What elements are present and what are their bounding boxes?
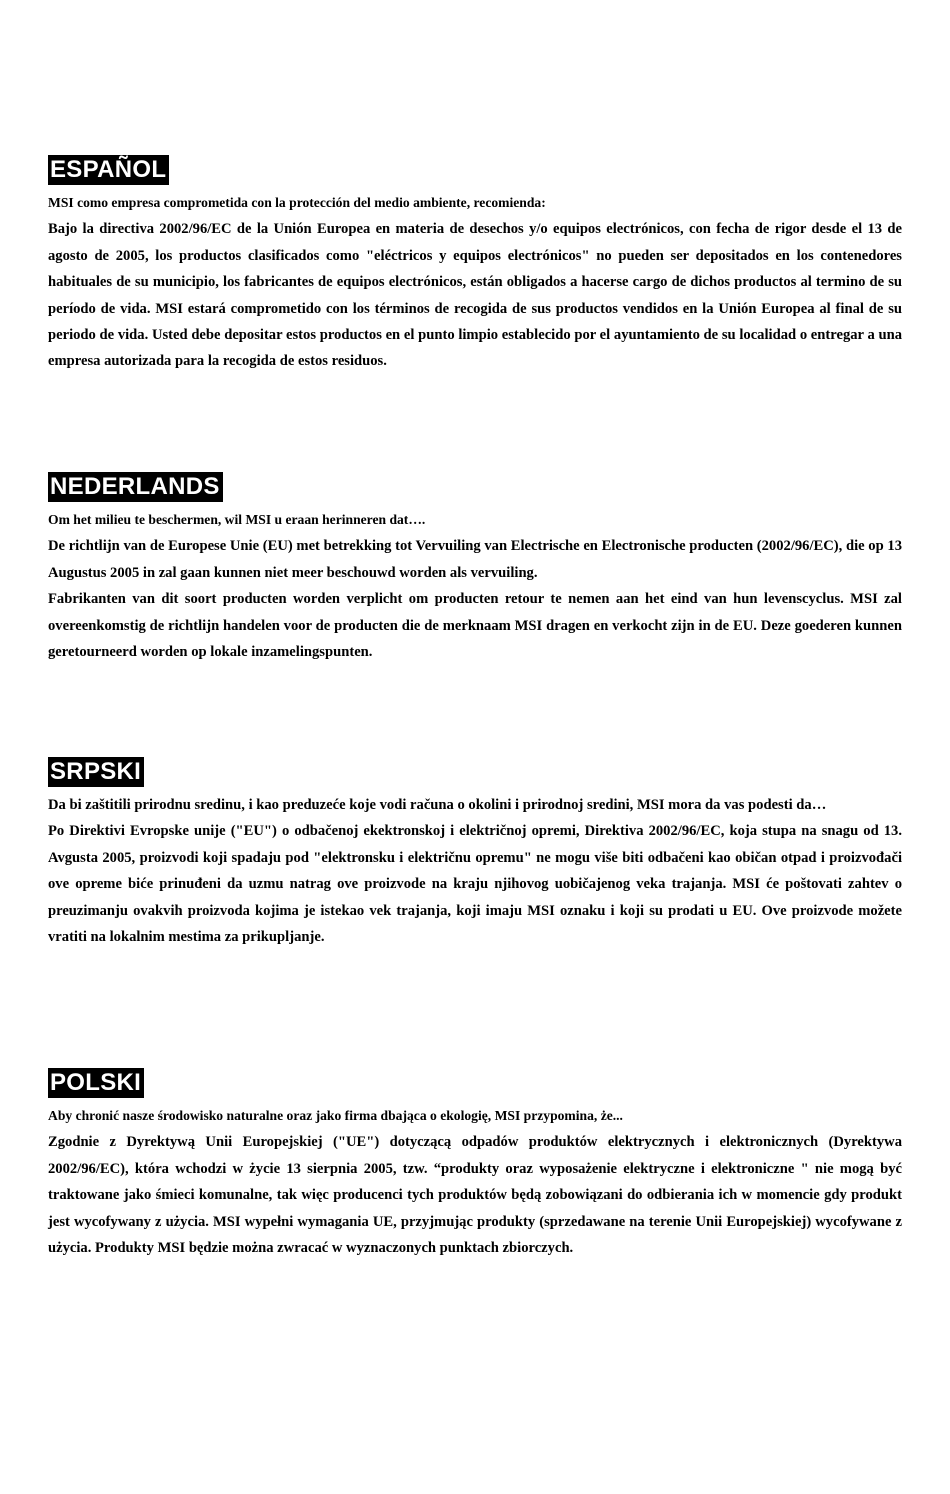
section-heading: SRPSKI — [48, 757, 144, 787]
intro-paragraph: Om het milieu te beschermen, wil MSI u eraan herinneren dat…. — [48, 512, 426, 527]
intro-paragraph: MSI como empresa comprometida con la protección del medio ambiente, recomienda: — [48, 195, 546, 210]
body-paragraph: Fabrikanten van dit soort producten worden verplicht om producten retour te nemen aan het eind van hun levenscyclus. MSI zal overeenkomstig de richtlijn handelen voor de producten die de merknaam MSI dragen en verkocht zijn in de EU. Deze goederen kunnen geretourneerd worden op lokale inzamelingspunten. — [48, 591, 902, 661]
section-heading: NEDERLANDS — [48, 472, 223, 502]
body-paragraph: Zgodnie z Dyrektywą Unii Europejskiej ("UE") dotyczącą odpadów produktów elektrycznych i elektronicznych (Dyrektywa 2002/96/EC), która wchodzi w życie 13 sierpnia 2005, tzw. “produkty oraz wyposażenie elektryczne i elektroniczne " nie mogą być traktowane jako śmieci komunalne, tak więc producenci tych produktów będą zobowiązani do odbierania ich w momencie gdy produkt jest wycofywany z użycia. MSI wypełni wymagania UE, przyjmując produkty (sprzedawane na terenie Unii Europejskiej) wycofywane z użycia. Produkty MSI będzie można zwracać w wyznaczonych punktach zbiorczych. — [48, 1134, 902, 1257]
body-paragraph: De richtlijn van de Europese Unie (EU) met betrekking tot Vervuiling van Electrische en Electronische producten (2002/96/EC), die op 13 Augustus 2005 in zal gaan kunnen niet meer beschouwd worden als vervuiling. — [48, 538, 902, 581]
intro-paragraph: Da bi zaštitili prirodnu sredinu, i kao preduzeće koje vodi računa o okolini i prirodnoj sredini, MSI mora da vas podesti da… — [48, 797, 827, 813]
section-nederlands — [48, 472, 902, 665]
section-espanol — [48, 155, 902, 375]
intro-paragraph: Aby chronić nasze środowisko naturalne oraz jako firma dbająca o ekologię, MSI przypomina, że... — [48, 1108, 623, 1123]
section-heading: POLSKI — [48, 1068, 144, 1098]
section-heading: ESPAÑOL — [48, 155, 169, 185]
body-paragraph: Po Direktivi Evropske unije ("EU") o odbačenoj ekektronskoj i električnoj opremi, Direktiva 2002/96/EC, koja stupa na snagu od 13. Avgusta 2005, proizvodi koji spadaju pod "elektronsku i električnu opremu" ne mogu više biti odbačeni kao običan otpad i proizvođači ove opreme biće prinuđeni da uzmu natrag ove proizvode na kraju njihovog uobičajenog veka trajanja. MSI će poštovati zahtev o preuzimanju ovakvih proizvoda kojima je istekao vek trajanja, koji imaju MSI oznaku i koji su prodati u EU. Ove proizvode možete vratiti na lokalnim mestima za prikupljanje. — [48, 823, 902, 946]
body-paragraph: Bajo la directiva 2002/96/EC de la Unión Europea en materia de desechos y/o equipos electrónicos, con fecha de rigor desde el 13 de agosto de 2005, los productos clasificados como "eléctricos y equipos electrónicos" no pueden ser depositados en los contenedores habituales de su municipio, los fabricantes de equipos electrónicos, están obligados a hacerse cargo de dichos productos al termino de su período de vida. MSI estará comprometido con los términos de recogida de sus productos vendidos en la Unión Europea al final de su periodo de vida. Usted debe depositar estos productos en el punto limpio establecido por el ayuntamiento de su localidad o entregar a una empresa autorizada para la recogida de estos residuos. — [48, 221, 902, 370]
section-srpski — [48, 757, 902, 950]
section-polski — [48, 1068, 902, 1261]
